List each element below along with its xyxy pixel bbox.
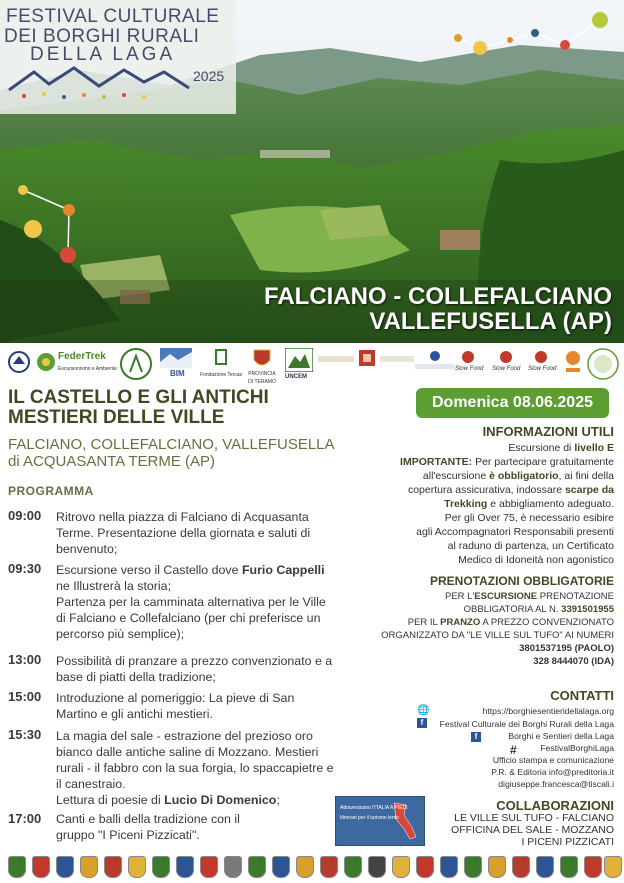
info-text bbox=[389, 441, 614, 567]
festival-year: 2025 bbox=[193, 68, 225, 84]
partner-logo-small-1 bbox=[318, 348, 354, 368]
crest-icon bbox=[128, 856, 146, 878]
collab-item: LE VILLE SUL TUFO - FALCIANO bbox=[454, 812, 614, 824]
info-line5-post: e abbigliamento adeguato. bbox=[487, 498, 614, 510]
crest-icon bbox=[584, 856, 602, 878]
info-line4-pre: copertura assicurativa, indossare bbox=[407, 484, 565, 496]
program-text-0930 bbox=[56, 562, 338, 594]
uncem-label: UNCEM bbox=[285, 374, 307, 380]
program-text-0930-post: ne Illustrerà la storia; bbox=[56, 579, 172, 593]
event-location bbox=[8, 436, 335, 470]
program-speaker-name: Furio Cappelli bbox=[241, 563, 325, 577]
partner-logo-small-3 bbox=[415, 348, 455, 372]
crest-icon bbox=[104, 856, 122, 878]
program-time-1300: 13:00 bbox=[8, 652, 42, 667]
provincia-icon bbox=[252, 348, 272, 370]
festival-logo bbox=[0, 0, 236, 114]
slowfood-label-1: Slow Food bbox=[455, 366, 484, 372]
pren-line3 bbox=[374, 616, 614, 629]
program-text-0930-pre: Escursione verso il Castello dove bbox=[56, 563, 242, 577]
crest-icon bbox=[80, 856, 98, 878]
info-line8: al raduno di partenza, un Certificato bbox=[447, 540, 614, 552]
info-line7: agli Accompagnatori Responsabili presenti bbox=[416, 526, 614, 538]
crest-icon bbox=[32, 856, 50, 878]
info-line3 bbox=[389, 469, 614, 483]
info-trekking: Trekking bbox=[444, 498, 488, 510]
arce-icon bbox=[564, 348, 582, 378]
slowfood-snail-icon-2 bbox=[495, 348, 517, 366]
program-time-0900: 09:00 bbox=[8, 508, 42, 523]
event-date-badge: Domenica 08.06.2025 bbox=[416, 388, 609, 418]
partner-logo-small-2 bbox=[380, 348, 414, 368]
fondazione-label: Fondazione Tercas bbox=[200, 372, 243, 378]
pren-line1 bbox=[374, 590, 614, 603]
pren-pranzo: PRANZO bbox=[440, 617, 481, 628]
program-text-1530-poetry bbox=[56, 792, 338, 808]
crest-icon bbox=[56, 856, 74, 878]
info-line1 bbox=[389, 441, 614, 455]
event-location-line1: FALCIANO, COLLEFALCIANO, VALLEFUSELLA bbox=[8, 436, 335, 453]
pren-line1-pre: PER L' bbox=[445, 591, 475, 602]
bim-label: BIM bbox=[170, 369, 185, 378]
crest-icon bbox=[272, 856, 290, 878]
uncem-icon bbox=[285, 348, 313, 372]
event-title bbox=[8, 388, 269, 428]
hashtag-icon: # bbox=[510, 743, 517, 757]
festival-logo-line2: DEI BORGHI RURALI bbox=[4, 26, 200, 47]
pren-line1-post: PRENOTAZIONE bbox=[537, 591, 614, 602]
info-line2 bbox=[389, 455, 614, 469]
globe-icon: 🌐 bbox=[417, 705, 430, 716]
promo-italia-a-piedi bbox=[335, 796, 425, 846]
info-line1-pre: Escursione di bbox=[508, 442, 575, 454]
event-title-line1: IL CASTELLO E GLI ANTICHI bbox=[8, 387, 269, 408]
slowfood-snail-icon-3 bbox=[530, 348, 552, 366]
program-text-1530: La magia del sale - estrazione del prezioso oro bianco dalle antiche saline di Mozzano. Mestieri rurali - il fabbro con la sua forgia, lo spaccapietre e il canestraio. bbox=[56, 729, 334, 791]
crest-icon bbox=[224, 856, 242, 878]
pren-phone-1: 3391501955 bbox=[561, 604, 614, 615]
crest-icon bbox=[536, 856, 554, 878]
pren-escursione: ESCURSIONE bbox=[474, 591, 538, 602]
slowfood-label-3: Slow Food bbox=[528, 366, 557, 372]
partner-logo-cube-icon bbox=[357, 348, 377, 368]
info-mandatory: è obbligatorio bbox=[489, 470, 559, 482]
crest-icon bbox=[344, 856, 362, 878]
pren-line3-post: A PREZZO CONVENZIONATO bbox=[480, 617, 614, 628]
federtrek-icon bbox=[36, 348, 56, 378]
crest-icon bbox=[560, 856, 578, 878]
pren-line2 bbox=[374, 603, 614, 616]
program-text-1700: Canti e balli della tradizione con il gruppo "I Piceni Pizzicati". bbox=[56, 812, 240, 842]
program-text-0900: Ritrovo nella piazza di Falciano di Acquasanta Terme. Presentazione della giornata e saluti di benvenuto; bbox=[56, 510, 311, 556]
program-time-1530: 15:30 bbox=[8, 727, 42, 742]
federtrek-label: FederTrek bbox=[58, 351, 106, 362]
festival-logo-line1: FESTIVAL CULTURALE bbox=[6, 6, 220, 27]
prenotazioni-title: PRENOTAZIONI OBBLIGATORIE bbox=[429, 574, 614, 588]
program-text-1530-poetry-post: ; bbox=[276, 793, 280, 807]
contact-hashtag: FestivalBorghiLaga bbox=[540, 743, 614, 753]
hero-title-line2: VALLEFUSELLA (AP) bbox=[369, 308, 612, 335]
cai-badge-icon bbox=[8, 348, 30, 378]
program-text-1500: Introduzione al pomeriggio: La pieve di San Martino e gli antichi mestieri. bbox=[56, 691, 295, 721]
crest-icon bbox=[416, 856, 434, 878]
crest-icon bbox=[464, 856, 482, 878]
contact-email[interactable]: digiuseppe.francesca@tiscali.i bbox=[498, 779, 614, 789]
pren-line3-pre: PER IL bbox=[407, 617, 441, 628]
program-time-1500: 15:00 bbox=[8, 689, 42, 704]
info-line3-post: , ai fini della bbox=[558, 470, 614, 482]
crest-icon bbox=[488, 856, 506, 878]
municipality-crests-row bbox=[0, 850, 624, 883]
program-text-1530-poetry-pre: Lettura di poesie di bbox=[56, 793, 165, 807]
round-green-badge-icon bbox=[120, 348, 152, 382]
slowfood-snail-icon bbox=[457, 348, 479, 366]
crest-icon bbox=[440, 856, 458, 878]
contact-website[interactable]: https://borghiesentieridellalaga.org bbox=[482, 706, 614, 716]
promo-line2: Itinerari per il turismo lento bbox=[340, 815, 399, 821]
collab-item: I PICENI PIZZICATI bbox=[521, 836, 614, 848]
info-line9: Medico di Idoneità non agonistico bbox=[458, 554, 614, 566]
crest-icon bbox=[176, 856, 194, 878]
federtrek-sublabel: Escursionismo e Ambiente bbox=[58, 366, 117, 372]
info-line3-pre: all'escursione bbox=[422, 470, 490, 482]
program-text-1300: Possibilità di pranzare a prezzo convenzionato e a base di piatti della tradizione; bbox=[56, 654, 333, 684]
info-line2-post: Per partecipare gratuitamente bbox=[472, 456, 614, 468]
contact-pr-email[interactable]: P.R. & Editoria info@preditoria.it bbox=[491, 767, 614, 777]
program-time-1700: 17:00 bbox=[8, 811, 42, 826]
pren-phone-paolo: 3801537195 (PAOLO) bbox=[519, 643, 614, 654]
slowfood-label-2: Slow Food bbox=[492, 366, 521, 372]
partner-logos-row bbox=[0, 343, 624, 387]
info-shoes: scarpe da bbox=[564, 484, 614, 496]
crest-icon bbox=[152, 856, 170, 878]
provincia-label: PROVINCIA DI TERAMO bbox=[248, 371, 276, 385]
info-level: livello E bbox=[574, 442, 614, 454]
promo-line1: Attraversiamo l'ITALIA A PIEDI bbox=[340, 805, 408, 811]
info-important: IMPORTANTE: bbox=[400, 456, 473, 468]
contact-facebook-2[interactable]: Borghi e Sentieri della Laga bbox=[508, 731, 614, 741]
crest-icon bbox=[296, 856, 314, 878]
hero-title-line1: FALCIANO - COLLEFALCIANO bbox=[264, 283, 612, 310]
collaborazioni-title: COLLABORAZIONI bbox=[496, 798, 614, 813]
round-badge-right-icon bbox=[587, 348, 619, 380]
programma-heading: PROGRAMMA bbox=[8, 484, 94, 498]
fondazione-icon bbox=[214, 348, 228, 368]
collab-item: OFFICINA DEL SALE - MOZZANO bbox=[451, 824, 614, 836]
event-location-line2: di ACQUASANTA TERME (AP) bbox=[8, 453, 215, 470]
contact-facebook-1[interactable]: Festival Culturale dei Borghi Rurali della Laga bbox=[439, 719, 614, 729]
pren-phone-ida: 328 8444070 (IDA) bbox=[533, 656, 614, 667]
pren-line2-pre: OBBLIGATORIA AL N. bbox=[463, 604, 562, 615]
facebook-icon[interactable]: f bbox=[417, 718, 427, 728]
program-time-0930: 09:30 bbox=[8, 561, 42, 576]
program-text-0930-alt: Partenza per la camminata alternativa per le Ville di Falciano e Collefalciano (per chi preferisce un percorso più semplice); bbox=[56, 595, 326, 641]
event-title-line2: MESTIERI DELLE VILLE bbox=[8, 407, 225, 428]
crest-icon bbox=[200, 856, 218, 878]
info-line4 bbox=[389, 483, 614, 497]
program-poet-name: Lucio Di Domenico bbox=[164, 793, 277, 807]
crest-icon bbox=[248, 856, 266, 878]
crest-icon bbox=[512, 856, 530, 878]
mountains-logo-icon bbox=[4, 60, 204, 100]
info-title: INFORMAZIONI UTILI bbox=[482, 424, 614, 439]
info-line5 bbox=[389, 497, 614, 511]
crest-icon bbox=[392, 856, 410, 878]
contatti-title: CONTATTI bbox=[550, 688, 614, 703]
svg-text:.: . bbox=[335, 357, 337, 362]
crest-icon bbox=[8, 856, 26, 878]
prenotazioni-text bbox=[374, 590, 614, 668]
info-line6: Per gli Over 75, è necessario esibire bbox=[444, 512, 614, 524]
crest-icon bbox=[604, 856, 622, 878]
contact-press-office: Ufficio stampa e comunicazione bbox=[492, 755, 614, 765]
crest-icon bbox=[320, 856, 338, 878]
facebook-icon-2[interactable]: f bbox=[471, 732, 481, 742]
festival-logo-line3: DELLA LAGA bbox=[30, 44, 176, 65]
crest-icon bbox=[368, 856, 386, 878]
pren-line4: ORGANIZZATO DA "LE VILLE SUL TUFO" AI NUMERI bbox=[381, 630, 614, 641]
